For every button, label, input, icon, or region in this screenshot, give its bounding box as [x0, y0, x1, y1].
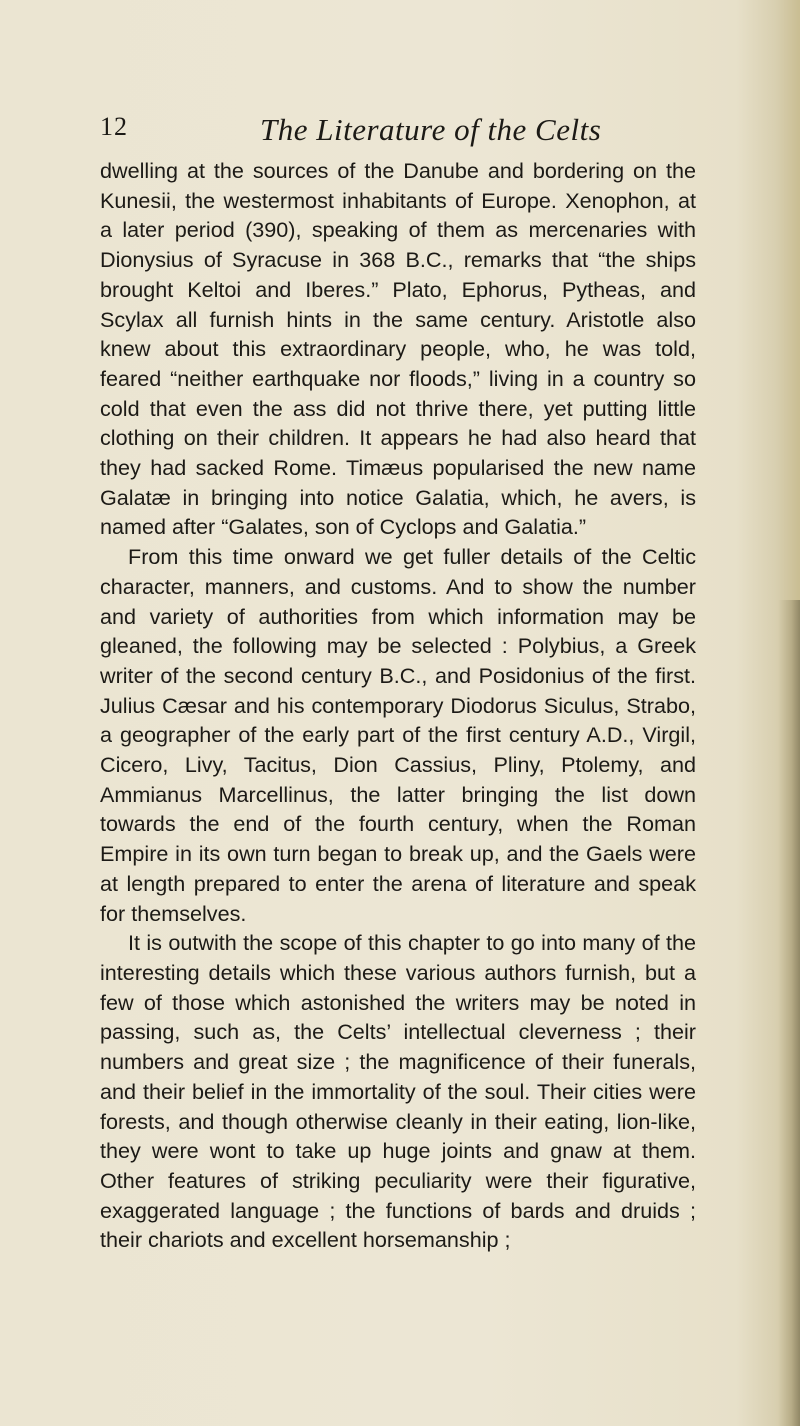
paragraph-authorities: From this time onward we get fuller details of the Celtic character, manners, and customs. And to show the number and variety of authorities from which information may be gleaned, the following may be selected : Polybius, a Greek writer of the second century B.C., and Posidonius of the first. Julius Cæsar and his contemporary Diodorus Siculus, Strabo, a geographer of the early part of the first century A.D., Virgil, Cicero, Livy, Tacitus, Dion Cassius, Pliny, Ptolemy, and Ammianus Marcellinus, the latter bringing the list down towards the end of the fourth century, when the Roman Empire in its own turn began to break up, and the Gaels were at length prepared to enter the arena of literature and speak for themselves.	[100, 544, 696, 926]
paragraph-details: It is outwith the scope of this chapter to go into many of the interesting details which these various authors furnish, but a few of those which astonished the writers may be noted in passing, such as, the Celts’ intellectual cleverness ; their numbers and great size ; the magnificence of their funerals, and their belief in the immortality of the soul. Their cities were forests, and though otherwise cleanly in their eating, lion-like, they were wont to take up huge joints and gnaw at them. Other features of striking peculiarity were their figurative, exaggerated language ; the functions of bards and druids ; their chariots and excellent horsemanship ;	[100, 930, 696, 1253]
page-edge-shadow	[778, 600, 800, 1426]
page-header	[100, 112, 700, 152]
page-number: 12	[100, 112, 128, 141]
running-title: The Literature of the Celts	[260, 112, 602, 147]
paragraph-continued: dwelling at the sources of the Danube and bordering on the Kunesii, the westermost inhabitants of Europe. Xenophon, at a later period (390), speaking of them as mercenaries with Dionysius of Syracuse in 368 B.C., remarks that “the ships brought Keltoi and Iberes.” Plato, Ephorus, Pytheas, and Scylax all furnish hints in the same century. Aristotle also knew about this extraordinary people, who, he was told, feared “neither earthquake nor floods,” living in a country so cold that even the ass did not thrive there, yet putting little clothing on their children. It appears he had also heard that they had sacked Rome. Timæus popularised the new name Galatæ in bringing into notice Galatia, which, he avers, is named after “Galates, son of Cyclops and Galatia.”	[100, 158, 696, 540]
body-text	[100, 156, 696, 1255]
